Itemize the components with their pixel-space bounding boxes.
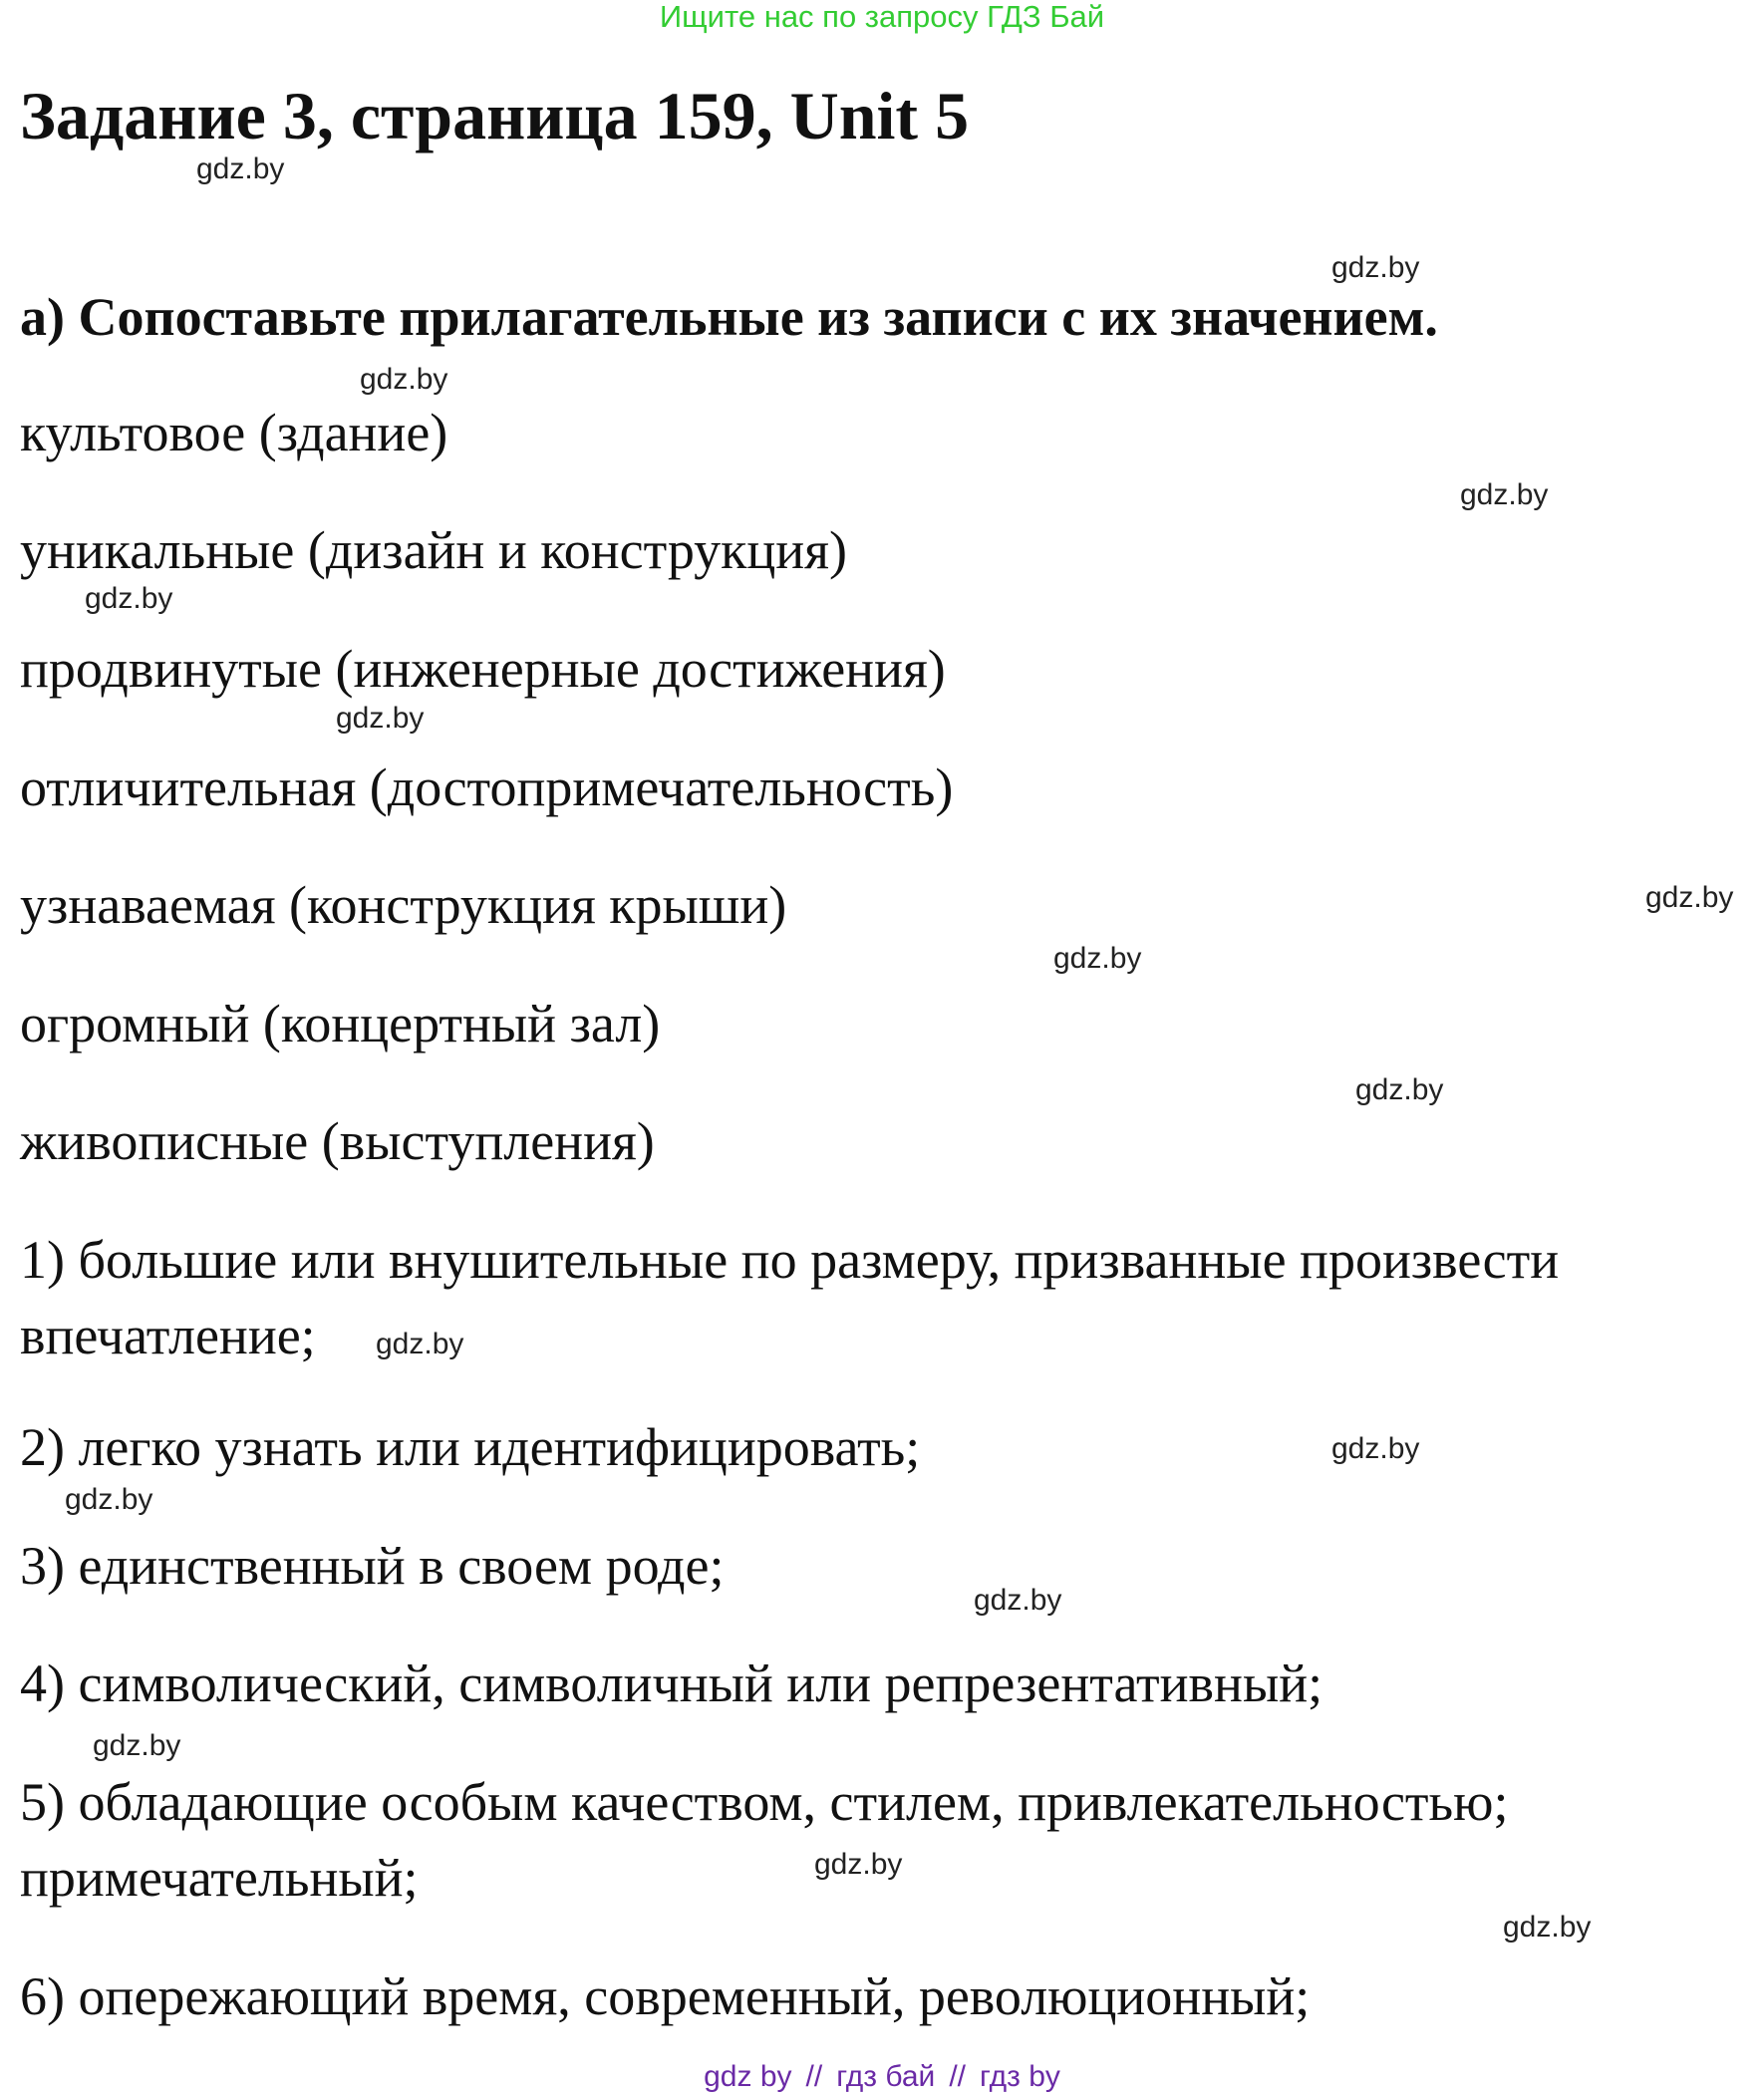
- watermark: gdz.by: [1645, 881, 1734, 914]
- meaning-1-line-1: 1) большие или внушительные по размеру, призванные произвести: [20, 1230, 1560, 1290]
- footer-separator: //: [949, 2060, 966, 2093]
- page-title: Задание 3, страница 159, Unit 5: [20, 78, 970, 153]
- watermark: gdz.by: [196, 152, 285, 185]
- meaning-6: 6) опережающий время, современный, революционный;: [20, 1966, 1311, 2026]
- adjective-3: продвинутые (инженерные достижения): [20, 639, 946, 699]
- watermark: gdz.by: [65, 1483, 153, 1516]
- meaning-3: 3) единственный в своем роде;: [20, 1536, 725, 1596]
- adjective-1: культовое (здание): [20, 403, 448, 462]
- meaning-4: 4) символический, символичный или репрезентативный;: [20, 1653, 1323, 1713]
- adjective-6: огромный (концертный зал): [20, 994, 661, 1053]
- watermark: gdz.by: [1331, 251, 1420, 284]
- watermark: gdz.by: [814, 1848, 903, 1881]
- watermark: gdz.by: [336, 702, 425, 735]
- watermark: gdz.by: [1503, 1911, 1592, 1944]
- adjective-7: живописные (выступления): [20, 1111, 655, 1171]
- watermark: gdz.by: [1355, 1073, 1444, 1106]
- adjective-4: отличительная (достопримечательность): [20, 757, 954, 817]
- watermark: gdz.by: [85, 582, 173, 615]
- footer-links: [0, 2059, 1764, 2095]
- footer-link-gdz-by-ru[interactable]: гдз by: [980, 2060, 1060, 2093]
- footer-link-gdz-by[interactable]: gdz by: [704, 2060, 792, 2093]
- watermark: gdz.by: [1331, 1432, 1420, 1465]
- watermark: gdz.by: [93, 1729, 181, 1762]
- adjective-2: уникальные (дизайн и конструкция): [20, 520, 847, 580]
- watermark: gdz.by: [974, 1584, 1062, 1617]
- meaning-2: 2) легко узнать или идентифицировать;: [20, 1417, 921, 1477]
- footer-link-gdz-bai[interactable]: гдз бай: [836, 2060, 936, 2093]
- meaning-5-line-1: 5) обладающие особым качеством, стилем, привлекательностью;: [20, 1772, 1509, 1832]
- meaning-5-line-2: примечательный;: [20, 1848, 419, 1908]
- meaning-1-line-2: впечатление;: [20, 1306, 316, 1365]
- watermark: gdz.by: [376, 1328, 464, 1360]
- adjective-5: узнаваемая (конструкция крыши): [20, 875, 787, 935]
- footer-separator: //: [805, 2060, 823, 2093]
- watermark: gdz.by: [1460, 478, 1549, 511]
- search-banner: Ищите нас по запросу ГДЗ Бай: [659, 0, 1105, 34]
- watermark: gdz.by: [1053, 942, 1142, 975]
- watermark: gdz.by: [360, 363, 448, 396]
- task-heading: а) Сопоставьте прилагательные из записи с их значением.: [20, 287, 1438, 347]
